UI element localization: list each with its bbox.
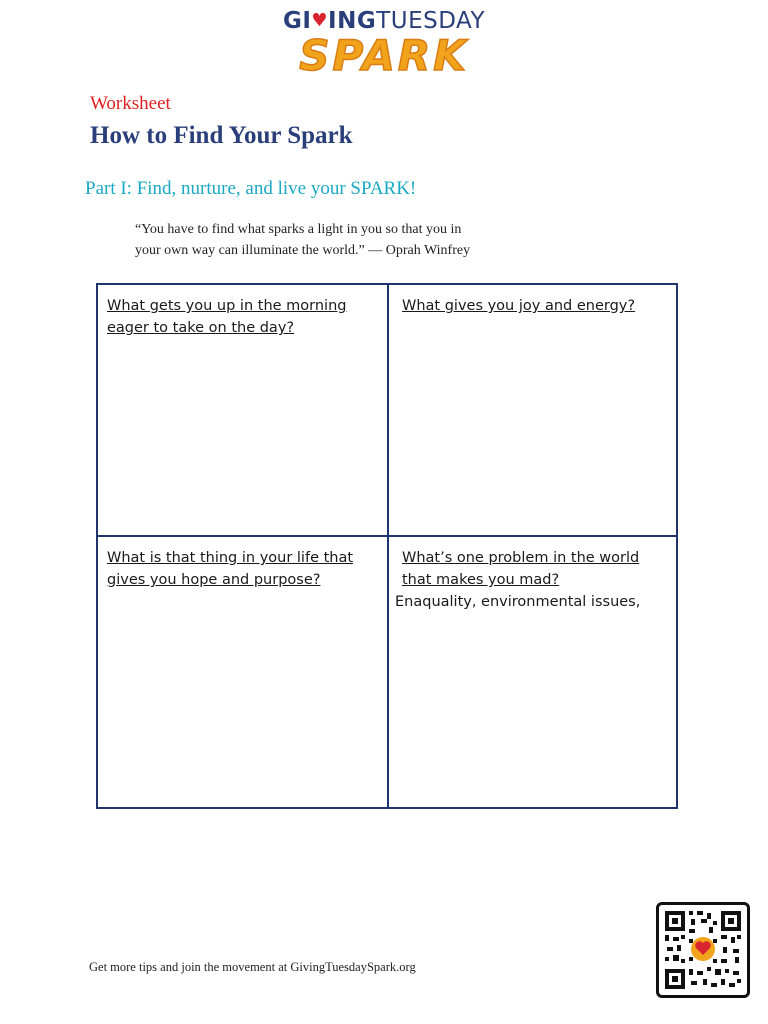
- question-line-1: What is that thing in your life that: [107, 550, 354, 566]
- quote-line-2: your own way can illuminate the world.” — Oprah Winfrey: [135, 243, 471, 258]
- qr-code-graphic: [659, 905, 747, 995]
- quote-line-1: “You have to find what sparks a light in you so that you in: [135, 222, 462, 237]
- question-text: [107, 295, 379, 339]
- section-title: Part I: Find, nurture, and live your SPARK!: [85, 178, 417, 199]
- question-line-2: eager to take on the day?: [107, 320, 295, 336]
- answer-text[interactable]: Enaquality, environmental issues,: [395, 594, 641, 610]
- question-line-1: What’s one problem in the world: [402, 550, 640, 566]
- question-line-1: What gets you up in the morning: [107, 298, 347, 314]
- question-line-1: What gives you joy and energy?: [402, 298, 636, 314]
- worksheet-cell-morning[interactable]: [98, 285, 389, 537]
- question-line-2: that makes you mad?: [402, 572, 560, 588]
- logo-text-tuesday: TUESDAY: [376, 8, 486, 34]
- giving-tuesday-spark-logo: [0, 6, 768, 78]
- logo-text-gi: GI: [282, 8, 312, 34]
- worksheet-cell-joy[interactable]: [389, 285, 676, 537]
- worksheet-cell-hope[interactable]: [98, 537, 389, 807]
- question-text: [402, 295, 668, 317]
- document-label: Worksheet: [90, 93, 171, 114]
- page-title: How to Find Your Spark: [90, 122, 353, 149]
- question-line-2: gives you hope and purpose?: [107, 572, 321, 588]
- question-text: [402, 547, 668, 591]
- logo-text-ing: ING: [328, 8, 377, 34]
- logo-spark: SPARK: [299, 31, 469, 80]
- worksheet-grid: [96, 283, 678, 809]
- qr-code-icon: [656, 902, 750, 998]
- heart-v-icon: ♥: [311, 10, 329, 31]
- footer-text: Get more tips and join the movement at GivingTuesdaySpark.org: [89, 960, 416, 974]
- worksheet-cell-problem[interactable]: [389, 537, 676, 807]
- quote: [135, 219, 515, 261]
- question-text: [107, 547, 379, 591]
